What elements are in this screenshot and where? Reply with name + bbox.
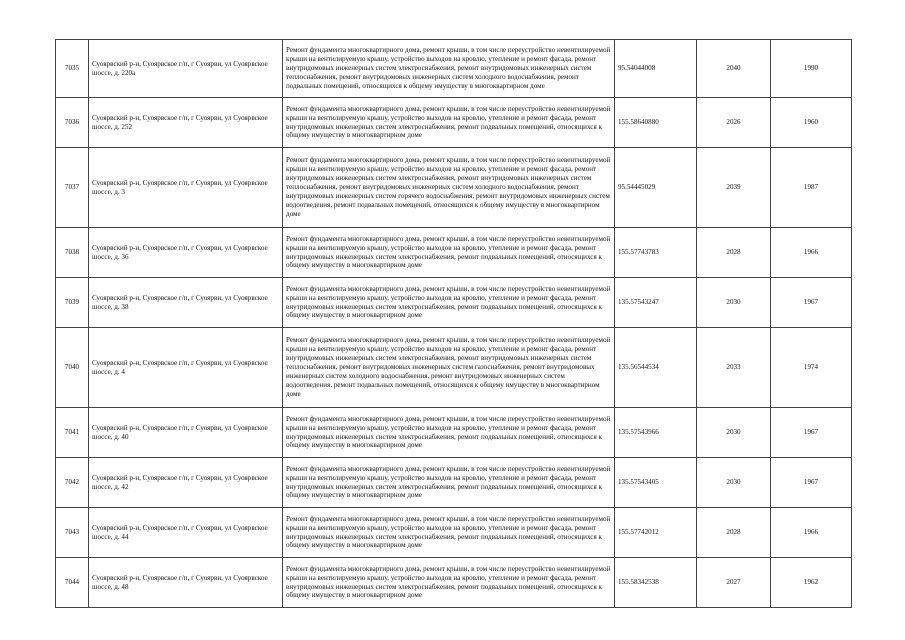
row-number: 7041 bbox=[56, 408, 89, 458]
area-cell: 155.58640880 bbox=[615, 98, 697, 148]
table-row bbox=[56, 278, 852, 328]
build-year-cell: 1966 bbox=[771, 228, 852, 278]
repair-year-cell: 2028 bbox=[697, 228, 771, 278]
row-number: 7043 bbox=[56, 508, 89, 558]
address-cell: Суоярвский р-н, Суоярвское г/п, г Суоярви, ул Суоярвское шоссе, д. 36 bbox=[89, 228, 283, 278]
build-year-cell: 1966 bbox=[771, 508, 852, 558]
area-cell: 155.57742012 bbox=[615, 508, 697, 558]
row-number: 7040 bbox=[56, 328, 89, 408]
row-number: 7037 bbox=[56, 148, 89, 228]
table-row bbox=[56, 148, 852, 228]
address-cell: Суоярвский р-н, Суоярвское г/п, г Суоярви, ул Суоярвское шоссе, д. 38 bbox=[89, 278, 283, 328]
build-year-cell: 1974 bbox=[771, 328, 852, 408]
works-cell: Ремонт фундамента многоквартирного дома, ремонт крыши, в том числе переустройство невентилируемой крыши на вентилируемую крышу, устройство выходов на кровлю, утепление и ремонт фасада, ремонт внутридомовых инженерных систем электроснабжения, ремонт подвальных помещений, относящихся к общему имуществу в многоквартирном доме bbox=[283, 558, 615, 608]
repair-year-cell: 2033 bbox=[697, 328, 771, 408]
works-cell: Ремонт фундамента многоквартирного дома, ремонт крыши, в том числе переустройство невентилируемой крыши на вентилируемую крышу, устройство выходов на кровлю, утепление и ремонт фасада, ремонт внутридомовых инженерных систем электроснабжения, ремонт подвальных помещений, относящихся к общему имуществу в многоквартирном доме bbox=[283, 408, 615, 458]
repair-year-cell: 2040 bbox=[697, 40, 771, 98]
area-cell: 135.57543247 bbox=[615, 278, 697, 328]
row-number: 7038 bbox=[56, 228, 89, 278]
table-row bbox=[56, 228, 852, 278]
address-cell: Суоярвский р-н, Суоярвское г/п, г Суоярви, ул Суоярвское шоссе, д. 40 bbox=[89, 408, 283, 458]
repair-year-cell: 2026 bbox=[697, 98, 771, 148]
table-row bbox=[56, 40, 852, 98]
area-cell: 135.57543405 bbox=[615, 458, 697, 508]
address-cell: Суоярвский р-н, Суоярвское г/п, г Суоярви, ул Суоярвское шоссе, д. 48 bbox=[89, 558, 283, 608]
repair-year-cell: 2030 bbox=[697, 458, 771, 508]
table-row bbox=[56, 508, 852, 558]
capital-repair-table bbox=[55, 39, 852, 608]
works-cell: Ремонт фундамента многоквартирного дома, ремонт крыши, в том числе переустройство невентилируемой крыши на вентилируемую крышу, устройство выходов на кровлю, утепление и ремонт фасада, ремонт внутридомовых инженерных систем электроснабжения, ремонт подвальных помещений, относящихся к общему имуществу в многоквартирном доме bbox=[283, 228, 615, 278]
build-year-cell: 1967 bbox=[771, 458, 852, 508]
works-cell: Ремонт фундамента многоквартирного дома, ремонт крыши, в том числе переустройство невентилируемой крыши на вентилируемую крышу, устройство выходов на кровлю, утепление и ремонт фасада, ремонт внутридомовых инженерных систем электроснабжения, ремонт подвальных помещений, относящихся к общему имуществу в многоквартирном доме bbox=[283, 278, 615, 328]
table-row bbox=[56, 558, 852, 608]
build-year-cell: 1990 bbox=[771, 40, 852, 98]
repair-year-cell: 2030 bbox=[697, 408, 771, 458]
row-number: 7042 bbox=[56, 458, 89, 508]
build-year-cell: 1987 bbox=[771, 148, 852, 228]
works-cell: Ремонт фундамента многоквартирного дома, ремонт крыши, в том числе переустройство невентилируемой крыши на вентилируемую крышу, устройство выходов на кровлю, утепление и ремонт фасада, ремонт внутридомовых инженерных систем электроснабжения, ремонт подвальных помещений, относящихся к общему имуществу в многоквартирном доме bbox=[283, 508, 615, 558]
repair-year-cell: 2027 bbox=[697, 558, 771, 608]
repair-year-cell: 2028 bbox=[697, 508, 771, 558]
works-cell: Ремонт фундамента многоквартирного дома, ремонт крыши, в том числе переустройство невентилируемой крыши на вентилируемую крышу, устройство выходов на кровлю, утепление и ремонт фасада, ремонт внутридомовых инженерных систем электроснабжения, ремонт внутридомовых инженерных систем теплоснабжения, ремонт внутридомовых инженерных систем холодного водоснабжения, ремонт подвальных помещений, относящихся к общему имуществу в многоквартирном доме bbox=[283, 40, 615, 98]
repair-year-cell: 2039 bbox=[697, 148, 771, 228]
area-cell: 95.54445029 bbox=[615, 148, 697, 228]
area-cell: 155.58342538 bbox=[615, 558, 697, 608]
address-cell: Суоярвский р-н, Суоярвское г/п, г Суоярви, ул Суоярвское шоссе, д. 3 bbox=[89, 148, 283, 228]
build-year-cell: 1960 bbox=[771, 98, 852, 148]
table-row bbox=[56, 408, 852, 458]
build-year-cell: 1967 bbox=[771, 278, 852, 328]
address-cell: Суоярвский р-н, Суоярвское г/п, г Суоярви, ул Суоярвское шоссе, д. 42 bbox=[89, 458, 283, 508]
build-year-cell: 1962 bbox=[771, 558, 852, 608]
works-cell: Ремонт фундамента многоквартирного дома, ремонт крыши, в том числе переустройство невентилируемой крыши на вентилируемую крышу, устройство выходов на кровлю, утепление и ремонт фасада, ремонт внутридомовых инженерных систем электроснабжения, ремонт внутридомовых инженерных систем теплоснабжения, ремонт внутридомовых инженерных систем газоснабжения, ремонт внутридомовых инженерных систем холодного водоснабжения, ремонт внутридомовых инженерных систем водоотведения, ремонт подвальных помещений, относящихся к общему имуществу в многоквартирном доме bbox=[283, 328, 615, 408]
area-cell: 135.57543966 bbox=[615, 408, 697, 458]
table-row bbox=[56, 458, 852, 508]
table-body bbox=[56, 40, 852, 608]
row-number: 7039 bbox=[56, 278, 89, 328]
row-number: 7036 bbox=[56, 98, 89, 148]
table-row bbox=[56, 328, 852, 408]
address-cell: Суоярвский р-н, Суоярвское г/п, г Суоярви, ул Суоярвское шоссе, д. 220а bbox=[89, 40, 283, 98]
address-cell: Суоярвский р-н, Суоярвское г/п, г Суоярви, ул Суоярвское шоссе, д. 4 bbox=[89, 328, 283, 408]
row-number: 7035 bbox=[56, 40, 89, 98]
area-cell: 135.56544534 bbox=[615, 328, 697, 408]
works-cell: Ремонт фундамента многоквартирного дома, ремонт крыши, в том числе переустройство невентилируемой крыши на вентилируемую крышу, устройство выходов на кровлю, утепление и ремонт фасада, ремонт внутридомовых инженерных систем электроснабжения, ремонт подвальных помещений, относящихся к общему имуществу в многоквартирном доме bbox=[283, 458, 615, 508]
area-cell: 95.54044008 bbox=[615, 40, 697, 98]
address-cell: Суоярвский р-н, Суоярвское г/п, г Суоярви, ул Суоярвское шоссе, д. 252 bbox=[89, 98, 283, 148]
build-year-cell: 1967 bbox=[771, 408, 852, 458]
works-cell: Ремонт фундамента многоквартирного дома, ремонт крыши, в том числе переустройство невентилируемой крыши на вентилируемую крышу, устройство выходов на кровлю, утепление и ремонт фасада, ремонт внутридомовых инженерных систем электроснабжения, ремонт внутридомовых инженерных систем теплоснабжения, ремонт внутридомовых инженерных систем холодного водоснабжения, ремонт внутридомовых инженерных систем горячего водоснабжения, ремонт внутридомовых инженерных систем водоотведения, ремонт подвальных помещений, относящихся к общему имуществу в многоквартирном доме bbox=[283, 148, 615, 228]
table-row bbox=[56, 98, 852, 148]
repair-year-cell: 2030 bbox=[697, 278, 771, 328]
works-cell: Ремонт фундамента многоквартирного дома, ремонт крыши, в том числе переустройство невентилируемой крыши на вентилируемую крышу, устройство выходов на кровлю, утепление и ремонт фасада, ремонт внутридомовых инженерных систем электроснабжения, ремонт подвальных помещений, относящихся к общему имуществу в многоквартирном доме bbox=[283, 98, 615, 148]
address-cell: Суоярвский р-н, Суоярвское г/п, г Суоярви, ул Суоярвское шоссе, д. 44 bbox=[89, 508, 283, 558]
area-cell: 155.57743783 bbox=[615, 228, 697, 278]
row-number: 7044 bbox=[56, 558, 89, 608]
